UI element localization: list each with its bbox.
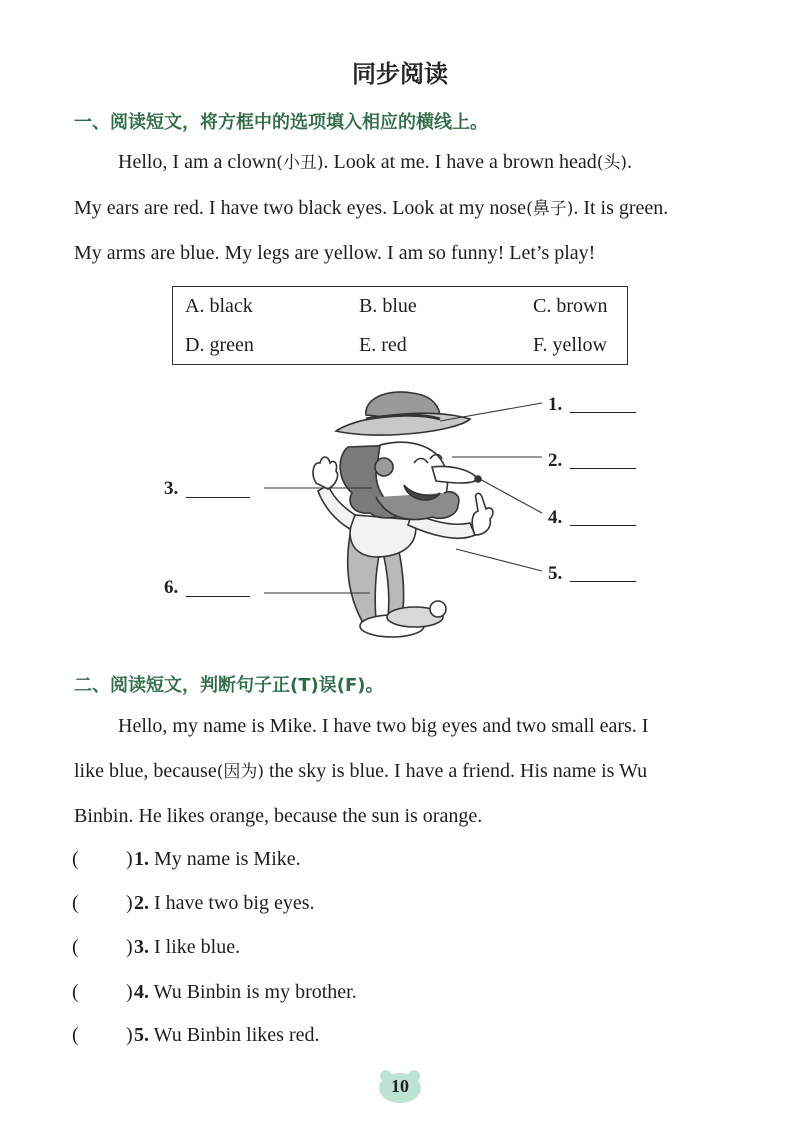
section-1-passage	[74, 140, 728, 276]
answer-paren-close: )	[126, 936, 133, 958]
answer-paren-close: )	[126, 892, 133, 914]
option-c: C. brown	[533, 295, 608, 317]
answer-blank-2[interactable]	[570, 468, 636, 469]
clown-body	[313, 392, 493, 637]
blank-label-1: 1.	[548, 394, 563, 415]
passage-line: Hello, my name is Mike. I have two big eyes and two small ears. I	[118, 715, 649, 737]
section-2-passage	[74, 704, 728, 839]
passage-line: My ears are red. I have two black eyes. Look at my nose(鼻子). It is green.	[74, 196, 669, 219]
passage-line: Hello, I am a clown(小丑). Look at me. I have a brown head(头).	[118, 151, 633, 173]
option-e: E. red	[359, 334, 407, 356]
answer-blank-3[interactable]	[186, 497, 250, 498]
section-1-heading: 一、阅读短文，将方框中的选项填入相应的横线上。	[74, 112, 488, 133]
answer-paren-close: )	[126, 981, 133, 1003]
answer-blank-6[interactable]	[186, 596, 250, 597]
option-f: F. yellow	[533, 334, 607, 356]
page-number: 10	[391, 1076, 409, 1096]
option-d: D. green	[185, 334, 254, 356]
clown-illustration	[140, 385, 660, 650]
blank-label-5: 5.	[548, 563, 563, 584]
blank-label-2: 2.	[548, 450, 563, 471]
options-box	[172, 286, 628, 365]
answer-blank-1[interactable]	[570, 412, 636, 413]
answer-paren-open[interactable]: (	[72, 936, 79, 958]
passage-line: like blue, because(因为) the sky is blue. I have a friend. His name is Wu	[74, 759, 648, 782]
answer-blank-4[interactable]	[570, 525, 636, 526]
answer-paren-open[interactable]: (	[72, 892, 79, 914]
page-number-badge	[374, 1066, 426, 1106]
answer-paren-open[interactable]: (	[72, 1024, 79, 1046]
answer-paren-close: )	[126, 848, 133, 870]
passage-line: Binbin. He likes orange, because the sun is orange.	[74, 805, 483, 827]
option-b: B. blue	[359, 295, 417, 317]
answer-paren-open[interactable]: (	[72, 981, 79, 1003]
answer-paren-open[interactable]: (	[72, 848, 79, 870]
page-title: 同步阅读	[352, 60, 448, 88]
answer-blank-5[interactable]	[570, 581, 636, 582]
answer-paren-close: )	[126, 1024, 133, 1046]
option-a: A. black	[185, 295, 253, 317]
blank-label-3: 3.	[164, 478, 179, 499]
section-2-heading: 二、阅读短文，判断句子正(T)误(F)。	[74, 675, 384, 696]
blank-label-6: 6.	[164, 577, 179, 598]
passage-line: My arms are blue. My legs are yellow. I am so funny! Let’s play!	[74, 242, 596, 264]
blank-label-4: 4.	[548, 507, 563, 528]
